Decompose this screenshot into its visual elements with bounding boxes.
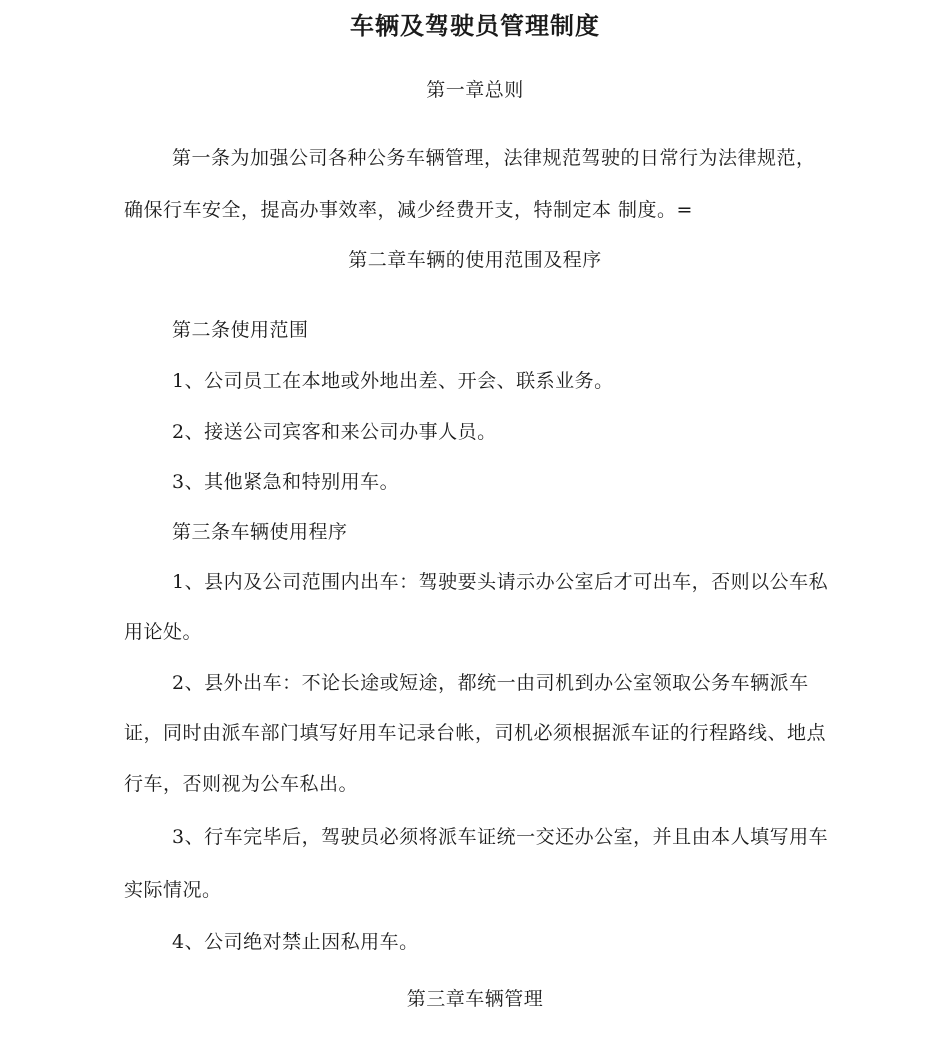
article-2-item-3: 3、其他紧急和特别用车。 [172,471,400,493]
article-3-item-3-line-2: 实际情况。 [124,879,222,901]
article-3-item-2-line-1: 2、县外出车：不论长途或短途，都统一由司机到办公室领取公务车辆派车 [172,672,809,694]
article-3-item-1-line-2: 用论处。 [124,621,203,643]
document-title: 车辆及驾驶员管理制度 [350,11,600,40]
chapter-3-heading: 第三章车辆管理 [406,988,544,1010]
article-2-item-1: 1、公司员工在本地或外地出差、开会、联系业务。 [172,370,614,392]
article-1-line-1: 第一条为加强公司各种公务车辆管理，法律规范驾驶的日常行为法律规范， [172,147,816,169]
article-3-heading: 第三条车辆使用程序 [172,521,348,543]
article-3-item-2-line-3: 行车，否则视为公车私出。 [124,773,359,795]
article-3-item-4: 4、公司绝对禁止因私用车。 [172,931,419,953]
article-1-line-2: 确保行车安全，提高办事效率，减少经费开支，特制定本 制度。= [124,199,693,221]
article-3-item-3-line-1: 3、行车完毕后，驾驶员必须将派车证统一交还办公室，并且由本人填写用车 [172,826,829,848]
chapter-1-heading: 第一章总则 [426,79,524,101]
article-3-item-2-line-2: 证，同时由派车部门填写好用车记录台帐，司机必须根据派车证的行程路线、地点 [124,722,827,744]
article-2-item-2: 2、接送公司宾客和来公司办事人员。 [172,421,497,443]
article-3-item-1-line-1: 1、县内及公司范围内出车：驾驶要头请示办公室后才可出车，否则以公车私 [172,571,829,593]
chapter-2-heading: 第二章车辆的使用范围及程序 [348,249,602,271]
article-2-heading: 第二条使用范围 [172,319,309,341]
